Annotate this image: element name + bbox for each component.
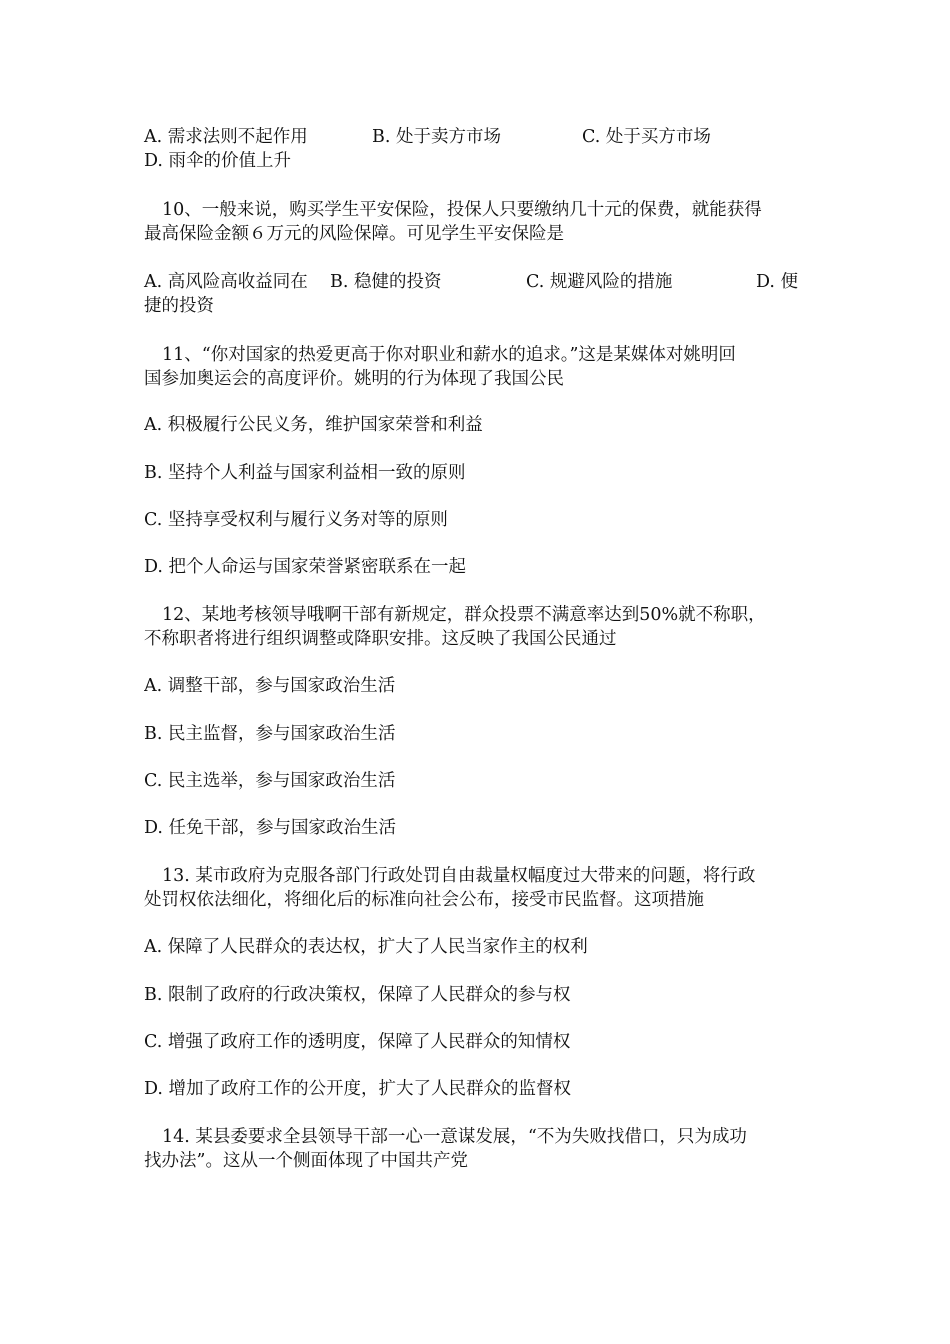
q12-option-a: A. 调整干部，参与国家政治生活 (144, 676, 396, 696)
q11-option-b: B. 坚持个人利益与国家利益相一致的原则 (144, 463, 466, 483)
q13-option-d: D. 增加了政府工作的公开度，扩大了人民群众的监督权 (144, 1079, 572, 1099)
q11-option-c: C. 坚持享受权利与履行义务对等的原则 (144, 510, 448, 530)
q9-option-c: C. 处于买方市场 (582, 127, 711, 147)
q13-option-b: B. 限制了政府的行政决策权，保障了人民群众的参与权 (144, 985, 571, 1005)
q9-option-a: A. 需求法则不起作用 (144, 127, 308, 147)
q10-option-d-continued: 捷的投资 (144, 296, 214, 316)
q11-stem-line2: 国参加奥运会的高度评价。姚明的行为体现了我国公民 (144, 369, 564, 389)
q9-option-d: D. 雨伞的价值上升 (144, 151, 292, 171)
q12-option-b: B. 民主监督，参与国家政治生活 (144, 724, 396, 744)
q10-option-b: B. 稳健的投资 (330, 272, 442, 292)
q9-options-row (144, 125, 810, 149)
q12-option-c: C. 民主选举，参与国家政治生活 (144, 771, 396, 791)
q12-option-d: D. 任免干部，参与国家政治生活 (144, 818, 397, 838)
q12-stem-line2: 不称职者将进行组织调整或降职安排。这反映了我国公民通过 (144, 629, 617, 649)
q14-stem-line1: 14. 某县委要求全县领导干部一心一意谋发展，“不为失败找借口，只为成功 (162, 1127, 747, 1147)
q14-stem-line2: 找办法”。这从一个侧面体现了中国共产党 (144, 1151, 468, 1171)
q11-stem-line1: 11、“你对国家的热爱更高于你对职业和薪水的追求。”这是某媒体对姚明回 (162, 345, 736, 365)
q10-option-d: D. 便 (756, 272, 799, 292)
q10-options-row (144, 270, 810, 294)
q13-stem-line2: 处罚权依法细化，将细化后的标准向社会公布，接受市民监督。这项措施 (144, 890, 704, 910)
q11-option-d: D. 把个人命运与国家荣誉紧密联系在一起 (144, 557, 467, 577)
q11-option-a: A. 积极履行公民义务，维护国家荣誉和利益 (144, 415, 483, 435)
q9-option-b: B. 处于卖方市场 (372, 127, 501, 147)
q10-stem-line1: 10、一般来说，购买学生平安保险，投保人只要缴纳几十元的保费，就能获得 (162, 200, 762, 220)
q10-option-c: C. 规避风险的措施 (526, 272, 673, 292)
q13-option-a: A. 保障了人民群众的表达权，扩大了人民当家作主的权利 (144, 937, 588, 957)
q13-stem-line1: 13. 某市政府为克服各部门行政处罚自由裁量权幅度过大带来的问题，将行政 (162, 866, 756, 886)
q13-option-c: C. 增强了政府工作的透明度，保障了人民群众的知情权 (144, 1032, 571, 1052)
q10-stem-line2: 最高保险金额６万元的风险保障。可见学生平安保险是 (144, 224, 564, 244)
q10-option-a: A. 高风险高收益同在 (144, 272, 308, 292)
q12-stem-line1: 12、某地考核领导哦啊干部有新规定，群众投票不满意率达到50%就不称职， (162, 605, 766, 625)
